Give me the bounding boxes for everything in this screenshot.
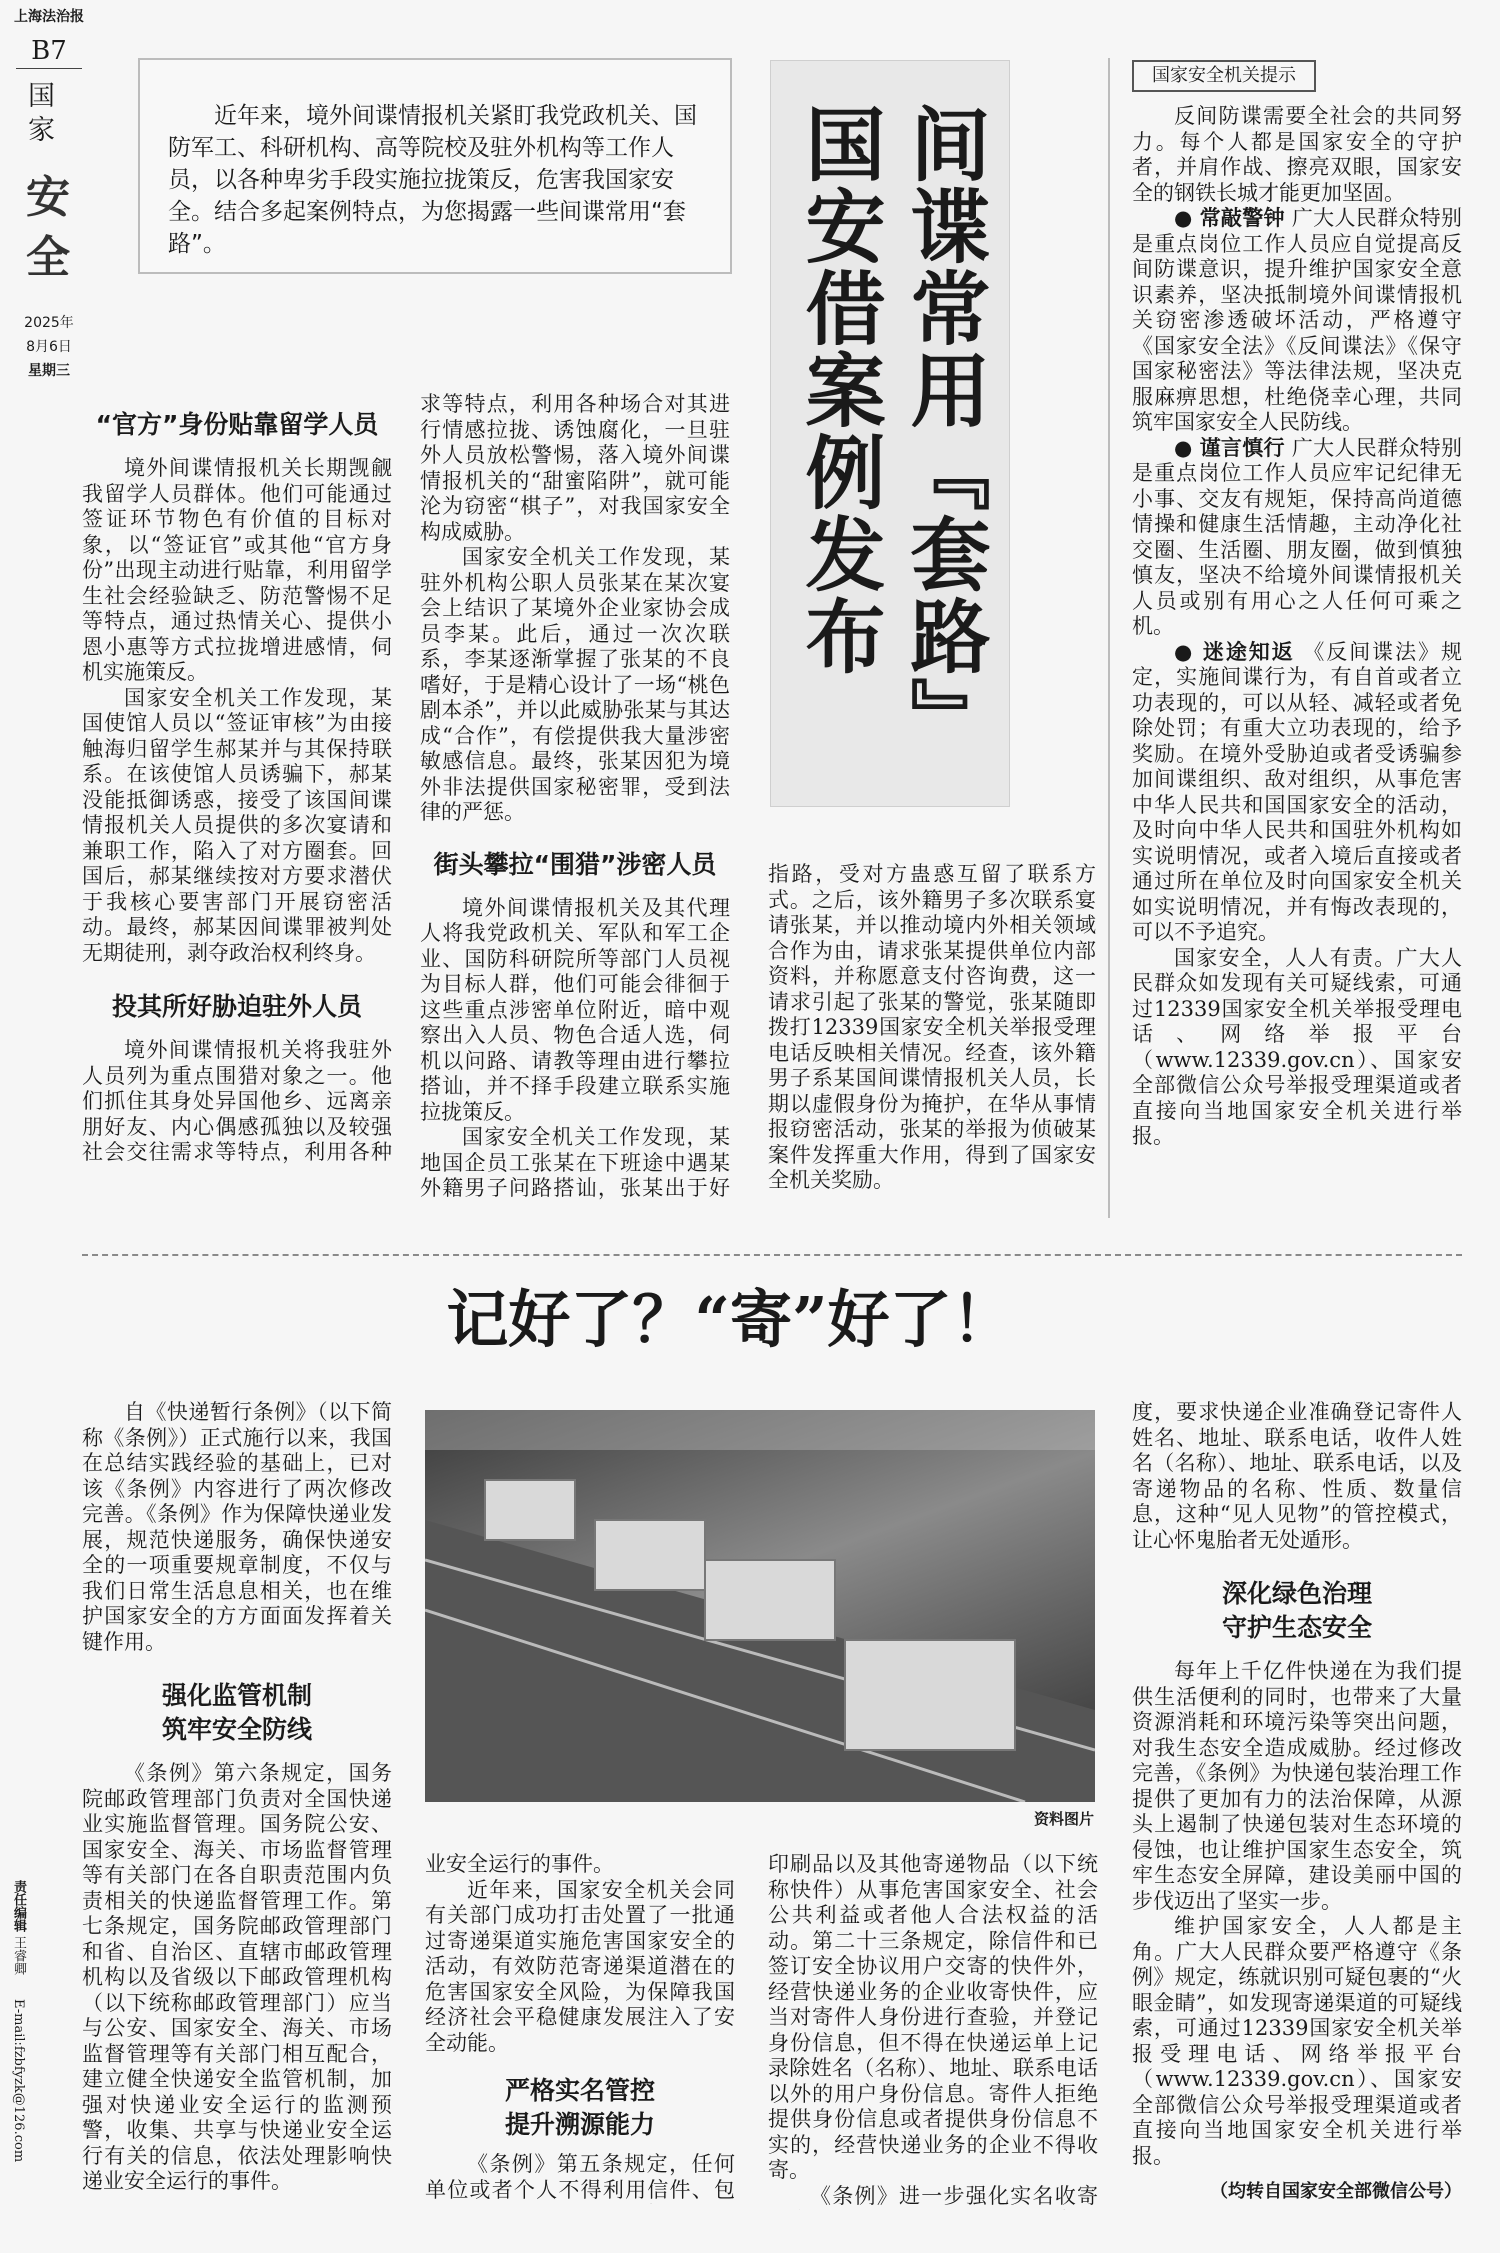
s1-title-line2: 筑牢安全防线 (161, 1715, 312, 1744)
article1-column1 (82, 408, 392, 1226)
s3-title-line2: 守护生态安全 (1221, 1613, 1372, 1642)
s2-paragraph2-cont: 度，要求快递企业准确登记寄件人姓名、地址、联系电话，收件人姓名（名称）、地址、联系电话，以及寄递物品的名称、性质、数量信息，这种“见人见物”的管控模式，让心怀鬼胎者无处遁形。 (1132, 1400, 1462, 1552)
editor-label: 责任编辑 (11, 1880, 26, 1932)
article2-middle-column (425, 1852, 735, 2212)
section1-paragraph1: 境外间谍情报机关长期觊觎我留学人员群体。他们可能通过签证环节物色有价值的目标对象，以“签证官”或其他“官方身份”出现主动进行贴靠，利用留学生社会经验缺乏、防范警惕不足等特点，通过热情关心、提供小恩小惠等方式拉拢增进感情，伺机实施策反。 (82, 456, 392, 684)
headline-box (770, 60, 1010, 807)
masthead (10, 6, 88, 379)
tip1-head: 常敲警钟 (1199, 206, 1285, 230)
page-number: B7 (16, 34, 82, 69)
lead-text: 近年来，境外间谍情报机关紧盯我党政机关、国防军工、科研机构、高等院校及驻外机构等工作人员，以各种卑劣手段实施拉拢策反，危害我国家安全。结合多起案例特点，为您揭露一些间谍常用“套路”。 (168, 103, 697, 257)
section3-title: 街头攀拉“围猎”涉密人员 (433, 849, 717, 879)
photo-conveyor (425, 1410, 1095, 1802)
tips-intro: 反间防谍需要全社会的共同努力。每个人都是国家安全的守护者，并肩作战、擦亮双眼，国家安全的钢铁长城才能更加坚固。 (1132, 104, 1462, 205)
issue-year: 2025年 (24, 315, 74, 331)
headline-line1: 间谍常用『套路』 (897, 103, 991, 759)
section1-title: “官方”身份贴靠留学人员 (95, 410, 379, 439)
article2-title: 记好了？“寄”好了！ (446, 1283, 1014, 1356)
article2-right-column (1132, 1400, 1462, 2220)
tip3 (1132, 640, 1462, 946)
s2-paragraph1-start: 《条例》第五条规定，任何单位或者个人不得利用信件、包 (425, 2152, 735, 2202)
photo-caption: 资料图片 (1033, 1810, 1094, 1828)
tip3-text: 《反间谍法》规定，实施间谍行为，有自首或者立功表现的，可以从轻、减轻或者免除处罚；有重大立功表现的，给予奖励。在境外受胁迫或者受诱骗参加间谍组织、敌对组织，从事危害中华人民共和国国家安全的活动，及时向中华人民共和国驻外机构如实说明情况，或者入境后直接或者通过所在单位及时向国家安全机关如实说明情况，并有悔改表现的，可以不予追究。 (1132, 639, 1462, 944)
headline-line2: 国安借案例发布 (792, 103, 886, 677)
tip1 (1132, 206, 1462, 436)
editor-email: E-mail:fzbfyzk@126.com (11, 1999, 26, 2163)
tip3-head: 迷途知返 (1202, 639, 1295, 664)
section3-paragraph2-start: 国家安全机关工作发现，某地国企员工张某在下班途中遇某外籍男子问路搭讪，张某出于好 (420, 1125, 730, 1200)
s2-title-line1: 严格实名管控 (504, 2076, 655, 2105)
tips-header-text: 国家安全机关提示 (1152, 65, 1296, 86)
issue-date: 8月6日 (26, 339, 72, 355)
article1-column2 (420, 392, 730, 1224)
s2-title-line2: 提升溯源能力 (504, 2110, 655, 2139)
s3-paragraph1: 每年上千亿件快递在为我们提供生活便利的同时，也带来了大量资源消耗和环境污染等突出问题，对我生态安全造成威胁。经过修改完善，《条例》为快递包装治理工作提供了更加有力的法治保障，从源头上遏制了快递包装对生态环境的侵蚀，也让维护国家生态安全，筑牢生态安全屏障，建设美丽中国的步伐迈出了坚实一步。 (1132, 1659, 1462, 1913)
section2-paragraph1-start: 境外间谍情报机关将我驻外人员列为重点围猎对象之一。他们抓住其身处异国他乡、远离亲朋好友、内心偶感孤独以及较强社会交往需求等特点，利用各种 (82, 1038, 392, 1164)
s2-paragraph1-cont: 印刷品以及其他寄递物品（以下统称快件）从事危害国家安全、社会公共利益或者他人合法权益的活动。第二十三条规定，除信件和已签订安全协议用户交寄的快件外，经营快递业务的企业收寄快件，应当对寄件人身份进行查验，并登记身份信息，但不得在快递运单上记录除姓名（名称）、地址、联系电话以外的用户身份信息。寄件人拒绝提供身份信息或者提供身份信息不实的，经营快递业务的企业不得收寄。 (768, 1852, 1098, 2182)
tip1-text: 广大人民群众特别是重点岗位工作人员应自觉提高反间防谍意识，提升维护国家安全意识素养，坚决抵制境外间谍情报机关窃密渗透破坏活动，严格遵守《国家安全法》《反间谍法》《保守国家秘密法》等法律法规，坚决克服麻痹思想，杜绝侥幸心理，共同筑牢国家安全人民防线。 (1132, 206, 1462, 434)
tip2-text: 广大人民群众特别是重点岗位工作人员应牢记纪律无小事、交友有规矩，保持高尚道德情操和健康生活情趣，主动净化社交圈、生活圈、朋友圈，做到慎独慎友，坚决不给境外间谍情报机关人员或别有用心之人任何可乘之机。 (1132, 435, 1462, 638)
article1-column3 (768, 862, 1096, 1224)
section3-paragraph2-cont: 指路，受对方蛊惑互留了联系方式。之后，该外籍男子多次联系宴请张某，并以推动境内外相关领域合作为由，请求张某提供单位内部资料，并称愿意支付咨询费，这一请求引起了张某的警觉，张某随即拨打12339国家安全机关举报受理电话反映相关情况。经查，该外籍男子系某国间谍情报机关人员，长期以虚假身份为掩护，在华从事情报窃密活动，张某的举报为侦破某案件发挥重大作用，得到了国家安全机关奖励。 (768, 862, 1096, 1192)
side-credits (4, 1880, 28, 2240)
bullet-icon: ● (1174, 639, 1195, 664)
editor-name: 王睿卿 (11, 1936, 26, 1976)
lead-box (138, 58, 732, 274)
section2-title: 投其所好胁迫驻外人员 (111, 992, 362, 1021)
section2-paragraph1-cont: 求等特点，利用各种场合对其进行情感拉拢、诱蚀腐化，一旦驻外人员放松警惕，落入境外间谍情报机关的“甜蜜陷阱”，就可能沦为窃密“棋子”，对我国家安全构成威胁。 (420, 392, 730, 544)
article2-source: （均转自国家安全部微信公号） (1210, 2181, 1462, 2202)
section1-paragraph2: 国家安全机关工作发现，某国使馆人员以“签证审核”为由接触海归留学生郝某并与其保持联系。在该使馆人员诱骗下，郝某没能抵御诱惑，接受了该国间谍情报机关人员提供的多次宴请和兼职工作，陷入了对方圈套。回国后，郝某继续按对方要求潜伏于我核心要害部门开展窃密活动。最终，郝某因间谍罪被判处无期徒刑，剥夺政治权利终身。 (82, 685, 392, 965)
s3-title-line1: 深化绿色治理 (1221, 1579, 1372, 1608)
tip2 (1132, 436, 1462, 640)
tip2-head: 谨言慎行 (1199, 435, 1285, 460)
conveyor-illustration (425, 1410, 1095, 1802)
article2-intro: 自《快递暂行条例》（以下简称《条例》）正式施行以来，我国在总结实践经验的基础上，已对该《条例》内容进行了两次修改完善。《条例》作为保障快递业发展，规范快递服务，确保快递安全的一项重要规章制度，不仅与我们日常生活息息相关，也在维护国家安全的方方面面发挥着关键作用。 (82, 1400, 392, 1654)
issue-weekday: 星期三 (28, 363, 70, 379)
s1-title-line1: 强化监管机制 (161, 1681, 312, 1710)
article2-right-middle-column (768, 1852, 1098, 2212)
tips-column (1132, 60, 1462, 1220)
s1-paragraph1: 《条例》第六条规定，国务院邮政管理部门负责对全国快递业实施监督管理。国务院公安、国家安全、海关、市场监督管理等有关部门在各自职责范围内负责相关的快递监督管理工作。第七条规定，国务院邮政管理部门和省、自治区、直辖市邮政管理机构以及省级以下邮政管理机构（以下统称邮政管理部门）应当与公安、国家安全、海关、市场监督管理等有关部门相互配合，建立健全快递安全监管机制，加强对快递业安全运行的监测预警，收集、共享与快递业安全运行有关的信息，依法处理影响快递业安全运行的事件。 (82, 1761, 392, 2193)
section2-paragraph2: 国家安全机关工作发现，某驻外机构公职人员张某在某次宴会上结识了某境外企业家协会成员李某。此后，通过一次次联系，李某逐渐掌握了张某的不良嗜好，于是精心设计了一场“桃色剧本杀”，并以此威胁张某与其达成“合作”，有偿提供我大量涉密敏感信息。最终，张某因犯为境外非法提供国家秘密罪，受到法律的严惩。 (420, 545, 730, 824)
s1-paragraph1-cont: 业安全运行的事件。 (425, 1852, 614, 1876)
column-rule (1108, 58, 1110, 1218)
section3-paragraph1: 境外间谍情报机关及其代理人将我党政机关、军队和军工企业、国防科研院所等部门人员视为目标人群，他们可能会徘徊于这些重点涉密单位附近，暗中观察出入人员、物色合适人选，伺机以问路、请教等理由进行攀拉搭讪，并不择手段建立联系实施拉拢策反。 (420, 895, 730, 1124)
article2-intro-column (82, 1400, 392, 2200)
section-name-bottom: 安全 (26, 172, 70, 283)
s3-paragraph2: 维护国家安全，人人都是主角。广大人民群众要严格遵守《条例》规定，练就识别可疑包裹的“火眼金睛”，如发现寄递渠道的可疑线索，可通过12339国家安全机关举报受理电话、网络举报平台（www.12339.gov.cn）、国家安全部微信公众号举报受理渠道或者直接向当地国家安全机关进行举报。 (1132, 1914, 1462, 2168)
s1-paragraph2: 近年来，国家安全机关会同有关部门成功打击处置了一批通过寄递渠道实施危害国家安全的活动，有效防范寄递渠道潜在的危害国家安全风险，为保障我国经济社会平稳健康发展注入了安全动能。 (425, 1877, 735, 2055)
tips-closing: 国家安全，人人有责。广大人民群众如发现有关可疑线索，可通过12339国家安全机关举报受理电话、网络举报平台（www.12339.gov.cn）、国家安全部微信公众号举报受理渠道或者直接向当地国家安全机关进行举报。 (1132, 945, 1462, 1148)
bullet-icon: ● (1174, 435, 1193, 460)
bullet-icon: ● (1174, 206, 1193, 230)
tips-header (1132, 60, 1316, 92)
s2-paragraph2-start: 《条例》进一步强化实名收寄 (810, 2183, 1098, 2208)
paper-name: 上海法治报 (14, 9, 84, 25)
section-name-top: 国家 (28, 81, 55, 146)
section-divider (82, 1254, 1462, 1256)
